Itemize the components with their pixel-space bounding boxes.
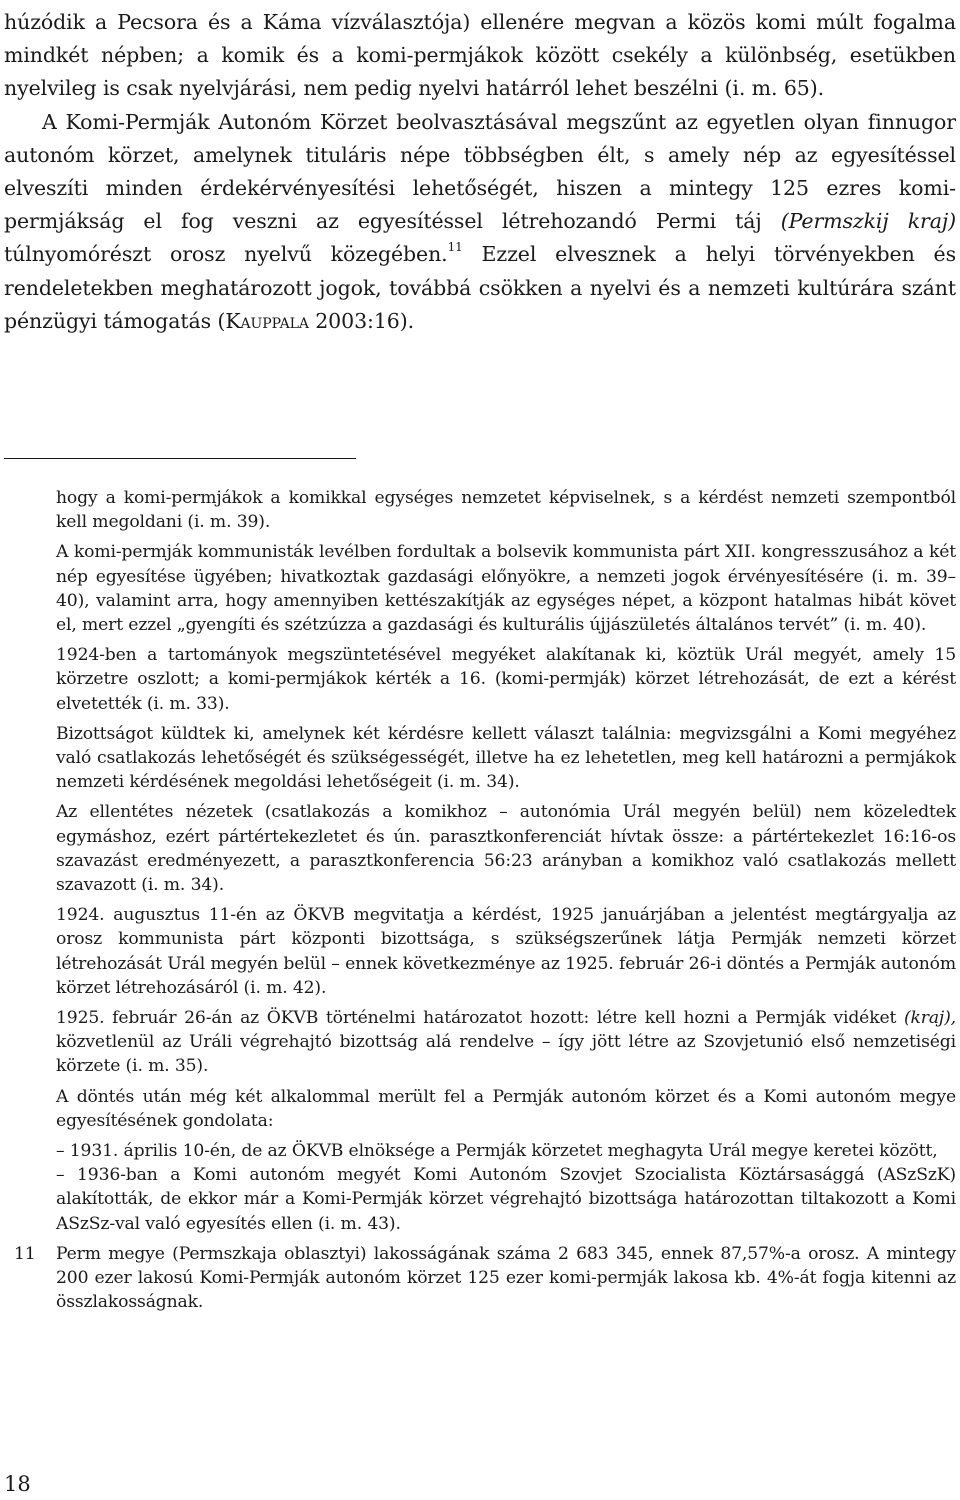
paragraph-text: túlnyomórészt orosz nyelvű közegében. bbox=[4, 242, 448, 267]
paragraph-continuation: húzódik a Pecsora és a Káma vízválasztója) ellenére megvan a közös komi múlt fogalma mindkét népben; a komik és a komi-permjákok között csekély a különbség, esetükben nyelvileg is csak nyelvjárási, nem pedig nyelvi határról lehet beszélni (i. m. 65). bbox=[4, 10, 956, 101]
citation-year: 2003:16). bbox=[308, 308, 415, 333]
italic-term: (Permszkij kraj) bbox=[780, 209, 956, 234]
note-list-item: – 1936-ban a Komi autonóm megyét Komi Autonóm Szovjet Szocialista Köztársasággá (ASzSzK) alakították, de ekkor már a Komi-Permják körzet végrehajtó bizottsága határozottan tiltakozott a Komi ASzSz-val való egyesítés ellen (i. m. 43). bbox=[56, 1165, 956, 1234]
citation-author: Kauppala bbox=[225, 308, 309, 333]
note-text: 1925. február 26-án az ÖKVB történelmi határozatot hozott: létre kell hozni a Permják vidéket bbox=[56, 1008, 904, 1029]
note-paragraph: A döntés után még két alkalommal merült fel a Permják autonóm körzet és a Komi autonóm megye egyesítésének gondolata: bbox=[56, 1086, 956, 1131]
main-text bbox=[4, 6, 956, 338]
footnote-reference[interactable]: 11 bbox=[447, 240, 463, 255]
note-paragraph: 1924-ben a tartományok megszüntetésével megyéket alakítanak ki, köztük Urál megyét, amely 15 körzetre oszlott; a komi-permjákok kérték a 16. (komi-permják) körzet létrehozását, de ezt a kérést elvetették (i. m. 33). bbox=[56, 645, 956, 714]
paragraph-komi-permyak-district bbox=[4, 106, 956, 338]
paragraph-text: A Komi-Permják Autonóm Körzet beolvasztásával megszűnt az egyetlen olyan finnugor autonóm körzet, amelynek tituláris népe többségben élt, s amely nép az egyesítéssel elveszíti minden érdekérvényesítési lehetőségét, hiszen a mintegy 125 ezres komi-permjákság el fog veszni az egyesítéssel létrehozandó Permi táj bbox=[4, 109, 956, 234]
note-paragraph: Az ellentétes nézetek (csatlakozás a komikhoz – autonómia Urál megyén belül) nem közeledtek egymáshoz, ezért pártértekezletet és ún. parasztkonferenciát hívtak össze: a pártértekezlet 16:16-os szavazást eredményezett, a parasztkonferencia 56:23 arányban a komikhoz való csatlakozás mellett szavazott (i. m. 34). bbox=[56, 802, 956, 896]
note-paragraph bbox=[56, 1006, 956, 1079]
footnote-separator bbox=[4, 458, 356, 459]
footnote-text: Perm megye (Permszkaja oblasztyi) lakosságának száma 2 683 345, ennek 87,57%-a orosz. A mintegy 200 ezer lakosú Komi-Permják autonóm körzet 125 ezer komi-permják lakosa kb. 4%-át fogja kitenni az összlakosságnak. bbox=[56, 1243, 956, 1313]
footnote-11 bbox=[14, 1242, 956, 1315]
note-paragraph: hogy a komi-permjákok a komikkal egységes nemzetet képviselnek, s a kérdést nemzeti szempontból kell megoldani (i. m. 39). bbox=[56, 488, 956, 533]
note-paragraph: 1924. augusztus 11-én az ÖKVB megvitatja a kérdést, 1925 januárjában a jelentést megtárgyalja az orosz kommunista párt központi bizottsága, s szükségszerűnek látja Permják nemzeti körzet létrehozását Urál megyén belül – ennek következménye az 1925. február 26-i döntés a Permják autonóm körzet létrehozásáról (i. m. 42). bbox=[56, 905, 956, 998]
note-text: közvetlenül az Uráli végrehajtó bizottság alá rendelve – így jött létre az Szovjetunió első nemzetiségi körzete (i. m. 35). bbox=[56, 1032, 956, 1077]
footnote-number: 11 bbox=[14, 1243, 36, 1264]
note-paragraph: Bizottságot küldtek ki, amelynek két kérdésre kellett választ találnia: megvizsgálni a Komi megyéhez való csatlakozás lehetőségét és szükségességét, illetve ha ez lehetetlen, meg kell határozni a permjákok nemzeti kérdésének megoldási lehetőségeit (i. m. 34). bbox=[56, 723, 956, 793]
italic-term: (kraj), bbox=[903, 1008, 956, 1029]
page-number: 18 bbox=[4, 1472, 31, 1496]
footnotes bbox=[14, 486, 956, 1321]
note-list-item: – 1931. április 10-én, de az ÖKVB elnöksége a Permják körzetet meghagyta Urál megye keretei között, bbox=[56, 1141, 938, 1162]
note-paragraph: A komi-permják kommunisták levélben fordultak a bolsevik kommunista párt XII. kongresszusához a két nép egyesítése ügyében; hivatkoztak gazdasági előnyökre, a nemzeti jogok érvényesítésére (i. m. 39–40), valamint arra, hogy amennyiben kettészakítják az egységes népet, a központ hatalmas hibát követ el, mert ezzel „gyengíti és szétzúzza a gazdasági és kulturális újjászületés általános tervét” (i. m. 40). bbox=[56, 542, 956, 636]
paragraph-text: Ezzel elvesznek a helyi törvényekben és rendeletekben meghatározott jogok, továbbá csökken a nyelvi és a nemzeti kultúrára szánt pénzügyi támogatás ( bbox=[4, 242, 957, 333]
